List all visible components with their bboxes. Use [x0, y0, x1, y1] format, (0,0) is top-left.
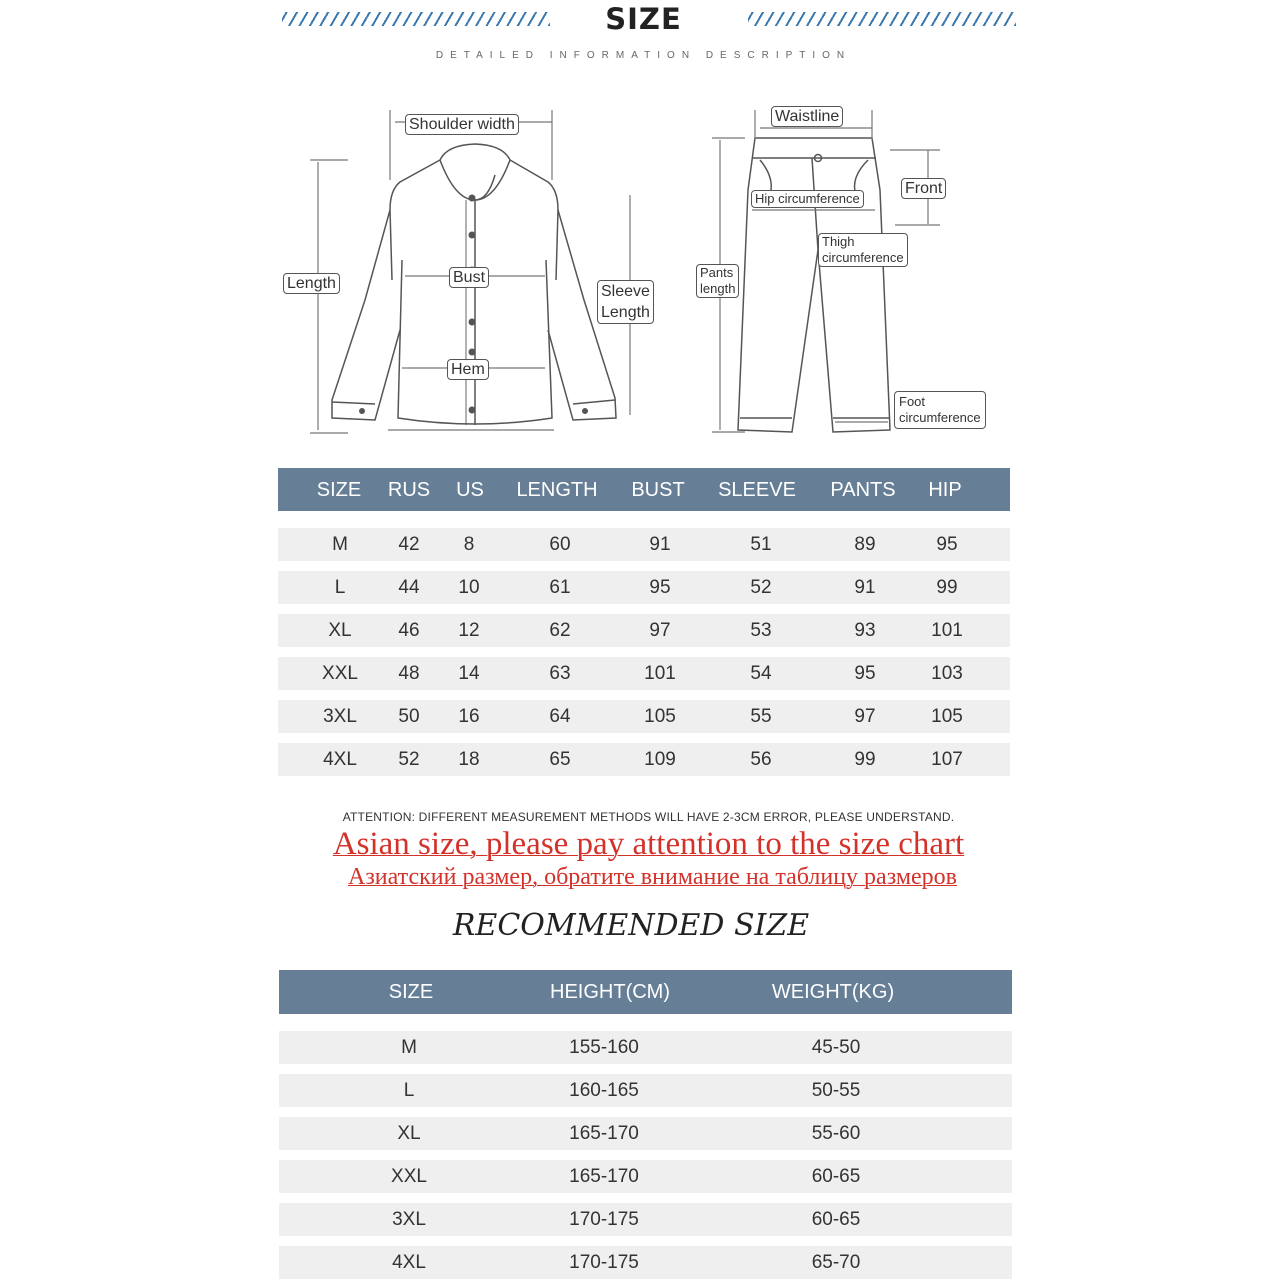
recommended-table-row	[279, 1074, 1012, 1107]
size-table-cell: 46	[398, 620, 420, 641]
asian-size-notice-en: Asian size, please pay attention to the size chart	[332, 826, 965, 862]
size-table-cell: 8	[463, 534, 475, 555]
size-table-cell: 105	[644, 706, 676, 727]
size-header-cell: RUS	[387, 479, 431, 501]
size-table-cell: 54	[750, 663, 772, 684]
size-header-cell: SLEEVE	[718, 479, 796, 501]
size-table-cell: 3XL	[323, 706, 357, 727]
foot-label-line2: circumference	[899, 410, 981, 425]
thigh-label-line2: circumference	[822, 250, 904, 265]
recommended-table-cell: 160-165	[569, 1080, 639, 1101]
size-table-row	[278, 657, 1010, 690]
length-label: Length	[283, 273, 340, 294]
size-table-cell: 44	[398, 577, 420, 598]
asian-size-notice-ru: Азиатский размер, обратите внимание на таблицу размеров	[347, 864, 958, 890]
recommended-table-row	[279, 1246, 1012, 1279]
waistline-label: Waistline	[771, 106, 843, 127]
size-table-cell: 62	[549, 620, 571, 641]
recommended-table-cell: 55-60	[811, 1123, 861, 1144]
recommended-header-cell: SIZE	[388, 981, 434, 1003]
recommended-table-cell: 4XL	[392, 1252, 426, 1273]
shoulder-width-label: Shoulder width	[405, 114, 519, 135]
pants-length-label-line1: Pants	[700, 265, 734, 280]
size-table-cell: M	[332, 534, 348, 555]
size-header-cell: HIP	[928, 479, 962, 501]
recommended-table-row	[279, 1203, 1012, 1236]
recommended-table-cell: 170-175	[569, 1209, 639, 1230]
size-table-cell: 95	[936, 534, 958, 555]
attention-note: ATTENTION: DIFFERENT MEASUREMENT METHODS WILL HAVE 2-3CM ERROR, PLEASE UNDERSTAND.	[342, 810, 955, 824]
pants-length-label-line2: length	[700, 281, 736, 296]
size-table-cell: 64	[549, 706, 571, 727]
size-table-cell: 48	[398, 663, 420, 684]
recommended-table-cell: L	[403, 1080, 415, 1101]
recommended-table-cell: 165-170	[569, 1166, 639, 1187]
recommended-table-cell: 60-65	[811, 1166, 861, 1187]
thigh-label-line1: Thigh	[822, 234, 855, 249]
hip-circumference-label: Hip circumference	[751, 190, 864, 208]
size-table-cell: 97	[649, 620, 671, 641]
size-table-cell: 51	[750, 534, 772, 555]
size-header-cell: BUST	[631, 479, 685, 501]
recommended-table-cell: 170-175	[569, 1252, 639, 1273]
recommended-table-cell: 165-170	[569, 1123, 639, 1144]
size-table-cell: 103	[931, 663, 963, 684]
size-table-cell: 91	[649, 534, 671, 555]
size-table-cell: 16	[458, 706, 480, 727]
size-table-cell: 65	[549, 749, 571, 770]
size-table-cell: 4XL	[323, 749, 357, 770]
size-table-cell: 95	[649, 577, 671, 598]
size-table-row	[278, 571, 1010, 604]
recommended-header-cell: HEIGHT(CM)	[550, 981, 670, 1003]
foot-circumference-label	[894, 391, 986, 429]
size-table-cell: 105	[931, 706, 963, 727]
shirt-buttons	[359, 195, 588, 415]
size-table-cell: 91	[854, 577, 876, 598]
front-label: Front	[901, 178, 946, 199]
size-table-cell: 10	[458, 577, 480, 598]
size-table-cell: 42	[398, 534, 420, 555]
size-header-cell: LENGTH	[516, 479, 598, 501]
size-table-cell: 14	[458, 663, 480, 684]
size-table-cell: 99	[936, 577, 958, 598]
size-table-cell: 60	[549, 534, 571, 555]
bust-label: Bust	[449, 267, 489, 288]
sleeve-length-label-line1: Sleeve	[601, 283, 650, 300]
recommended-table-row	[279, 1160, 1012, 1193]
recommended-table-cell: M	[401, 1037, 417, 1058]
size-table-row	[278, 700, 1010, 733]
size-table-cell: 107	[931, 749, 963, 770]
size-table-cell: 99	[854, 749, 876, 770]
recommended-table-row	[279, 1117, 1012, 1150]
size-table-header	[278, 468, 1010, 511]
size-header-cell: US	[456, 479, 484, 501]
size-table-cell: 63	[549, 663, 571, 684]
size-table-cell: 56	[750, 749, 772, 770]
page-subtitle: DETAILED INFORMATION DESCRIPTION	[435, 50, 852, 61]
foot-label-line1: Foot	[899, 394, 926, 409]
size-table-cell: 95	[854, 663, 876, 684]
size-header-cell: SIZE	[316, 479, 362, 501]
size-table-row	[278, 528, 1010, 561]
size-table-cell: XXL	[322, 663, 358, 684]
recommended-table-cell: 45-50	[811, 1037, 861, 1058]
recommended-table-row	[279, 1031, 1012, 1064]
size-header-cell: PANTS	[830, 479, 896, 501]
size-table-cell: 101	[931, 620, 963, 641]
size-table-row	[278, 743, 1010, 776]
sleeve-length-label-line2: Length	[601, 304, 650, 321]
size-table-cell: 109	[644, 749, 676, 770]
size-table-cell: 52	[750, 577, 772, 598]
size-table-cell: 18	[458, 749, 480, 770]
size-table-cell: 101	[644, 663, 676, 684]
size-table-cell: XL	[328, 620, 352, 641]
size-table-cell: L	[334, 577, 346, 598]
size-table-cell: 61	[549, 577, 571, 598]
size-table-cell: 89	[854, 534, 876, 555]
sleeve-length-label	[597, 280, 654, 324]
size-table-cell: 55	[750, 706, 772, 727]
size-table-cell: 97	[854, 706, 876, 727]
recommended-table-cell: XXL	[391, 1166, 427, 1187]
recommended-table-cell: XL	[397, 1123, 421, 1144]
recommended-table-cell: 155-160	[569, 1037, 639, 1058]
size-table-cell: 50	[398, 706, 420, 727]
recommended-table-cell: 60-65	[811, 1209, 861, 1230]
size-table-cell: 52	[398, 749, 420, 770]
hem-label: Hem	[447, 359, 489, 380]
size-table-cell: 12	[458, 620, 480, 641]
page-title: SIZE	[605, 2, 682, 36]
pants-length-label	[696, 264, 739, 298]
recommended-table-cell: 50-55	[811, 1080, 861, 1101]
thigh-circumference-label	[818, 233, 908, 267]
recommended-table-cell: 65-70	[811, 1252, 861, 1273]
size-table-row	[278, 614, 1010, 647]
size-table-cell: 53	[750, 620, 772, 641]
size-table-cell: 93	[854, 620, 876, 641]
recommended-size-title: RECOMMENDED SIZE	[452, 908, 810, 943]
recommended-table-header	[279, 970, 1012, 1014]
recommended-header-cell: WEIGHT(KG)	[771, 981, 895, 1003]
recommended-table-cell: 3XL	[392, 1209, 426, 1230]
